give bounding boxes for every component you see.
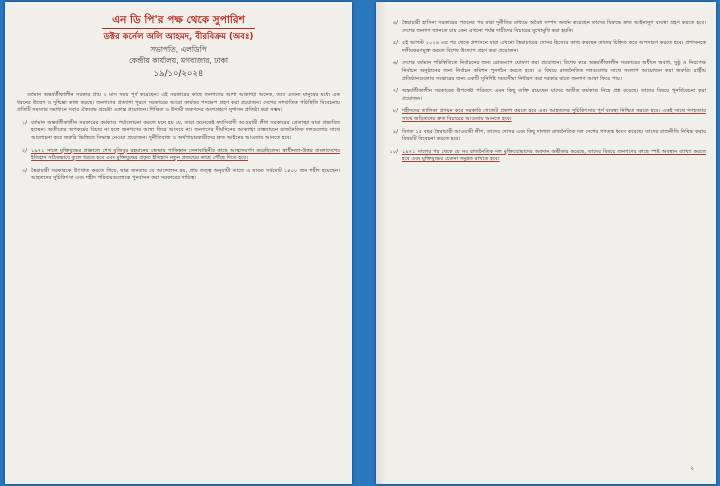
paragraph-number: ৩/ <box>21 167 27 174</box>
paragraph-number: ৫/ <box>392 40 398 47</box>
numbered-paragraph-highlighted <box>17 148 340 163</box>
paragraph-number: ৯/ <box>392 128 398 135</box>
numbered-paragraph <box>388 129 706 144</box>
page-1-body <box>5 80 352 183</box>
page-fold-shadow <box>376 2 386 484</box>
paragraph-text: ৫ই আগস্ট ২০২৪ এর পর থেকে প্রশাসনে যারা এখনো স্বৈরাচারের দোসর হিসেবে কাজ করছেন তাদের চিহ্নিত করে অপসারণ করতে হবে। প্রশাসনকে দলীয়করণমুক্ত করতে বিশেষ উদ্যোগ গ্রহণ করা প্রয়োজন। <box>402 40 706 54</box>
author-position: সভাপতি, এলডিপি <box>150 45 207 54</box>
paragraph-text: অন্তর্বর্তীকালীন সরকারের উপদেষ্টা পরিষদে এমন কিছু ব্যক্তি রয়েছেন যাদের অতীত কর্মকাণ্ড নিয়ে প্রশ্ন রয়েছে। তাদের বিষয়ে পুনর্বিবেচনা করা প্রয়োজন। <box>402 88 706 102</box>
paragraph-text: স্বৈরাচারী সরকারকে উৎখাত করতে গিয়ে, ছাত্র জনতার যে আন্দোলন হয়, প্রায় তত্ত্ব অনুযায়ী তাতে এ যাবত সর্বমোট ১৪০০ জন শহীদ হয়েছেন। আহতদের সুচিকিৎসা এবং শহীদ পরিবারগুলোকে পুনর্বাসন করা সরকারের দায়িত্ব। <box>31 167 340 182</box>
paragraph-number: ১/ <box>21 119 27 126</box>
paragraph-number: ৪/ <box>392 20 398 26</box>
intro-paragraph: বর্তমান অন্তর্বর্তীকালীন সরকার প্রায় ২ মাস সময় পূর্ণ করেছেন। এই সরকারের কাছে জনগণের আশা আকাঙ্খা অনেক, তবে এজন্য মানুষের মধ্যে এক ধরনের উদ্বেগ ও দুশ্চিন্তা কাজ করছে। জনগণের প্রত্যাশা পূরণে সরকারের আরো কার্যকর পদক্ষেপ গ্রহণ করা প্রয়োজন। দেশের সাম্প্রতিক পরিস্থিতি বিবেচনায় প্রতিটি সমস্যার সমাধানে সবার ঐক্যবদ্ধ প্রচেষ্টা একান্ত প্রয়োজন। শিক্ষিত ও উদ্যমী তরুণদের অংশগ্রহণে সুশাসন প্রতিষ্ঠা করা সম্ভব। <box>17 92 340 114</box>
paragraph-text: ১৯৭১ সালে মুক্তিযুদ্ধের প্রাক্কালে শেখ মুজিবুর রহমানের স্বেচ্ছায় পাকিস্তান সেনাবাহিনীর কাছে আত্মসমর্পণ করেছিলেন। স্বাধীনতা-উত্তর বাংলাদেশের ইতিহাস সঠিকভাবে তুলে ধরতে হবে এবং মুক্তিযুদ্ধের প্রকৃত ইতিহাস নতুন প্রজন্মের কাছে পৌঁছে দিতে হবে। <box>31 147 340 162</box>
document-title: এন ডি পি'র পক্ষ থেকে সুপারিশ <box>102 14 255 29</box>
document-date: ১৯/১০/২০২৪ <box>153 69 204 79</box>
numbered-paragraph-highlighted <box>388 149 706 164</box>
author-name: ডক্টর কর্নেল অলি আহমদ, বীরবিক্রম (অবঃ) <box>103 32 254 42</box>
paragraph-text: শহীদদের তালিকা প্রণয়ন করে সরকারি গেজেট প্রকাশ করতে হবে এবং আহতদের সুচিকিৎসার পূর্ণ ব্যবস্থা নিশ্চিত করতে হবে। একই সাথে গণহত্যার সাথে জড়িতদের দ্রুত বিচারের আওতায় আনতে হবে। <box>402 108 706 122</box>
numbered-paragraph <box>388 60 706 83</box>
page-2-body <box>376 2 716 164</box>
paragraph-text: দেশের বর্তমান পরিস্থিতিতে নির্বাচনের জন্য রোডম্যাপ ঘোষণা করা প্রয়োজন। বিশেষ করে অন্তর্বর্তীকালীন সরকারের অধীনে অবাধ, সুষ্ঠু ও নিরপেক্ষ নির্বাচন অনুষ্ঠানের জন্য নির্বাচন কমিশন পুনর্গঠন করতে হবে। এ বিষয়ে রাজনৈতিক দলগুলোর সাথে সংলাপ আয়োজন করা জরুরি। রাষ্ট্রীয় প্রতিষ্ঠানগুলোর সংস্কারের জন্য একটি সুনির্দিষ্ট সময়সীমা নির্ধারণ করা দরকার যাতে জনগণ আস্থা ফিরে পায়। <box>402 60 706 82</box>
numbered-paragraph <box>388 20 706 35</box>
office-address: কেন্দ্রীয় কার্যালয়, মগবাজার, ঢাকা <box>128 56 229 65</box>
paragraph-text: ১৯৭১ সালের পর থেকে যে সব রাজনৈতিক দল মুক্তিযোদ্ধাদের অবদান অস্বীকার করেছে, তাদের বিষয়ে জনগণের কাছে স্পষ্ট অবস্থান ব্যাখ্যা করতে হবে এবং মুক্তিযুদ্ধের চেতনা সমুন্নত রাখতে হবে। <box>402 148 706 163</box>
paragraph-text: স্বৈরাচারী হাসিনা সরকারের পতনের পর যারা দুর্নীতির মাধ্যমে অবৈধ সম্পদ অর্জন করেছেন তাদের বিরুদ্ধে দ্রুত আইনানুগ ব্যবস্থা গ্রহণ করতে হবে। দেশের জনগণ জানতে চায় কেন এখনো পর্যন্ত দায়ীদের বিচারের মুখোমুখি করা হয়নি। <box>402 20 706 34</box>
paragraph-number: ১০/ <box>389 148 398 155</box>
paragraph-number: ৮/ <box>392 108 398 115</box>
paragraph-text: বিগত ১৫ বছর স্বৈরাচারী আওয়ামী লীগ, তাদের দোসর এবং কিছু দালাল রাজনৈতিক দল দেশের গণতন্ত্র ধ্বংস করেছে। তাদের রাজনীতি নিষিদ্ধ করার বিষয়টি বিবেচনা করতে হবে। <box>402 128 706 143</box>
numbered-paragraph-highlighted <box>388 108 706 123</box>
document-page-2 <box>376 2 716 484</box>
numbered-paragraph <box>17 120 340 143</box>
paragraph-number: ২/ <box>21 147 27 154</box>
numbered-paragraph <box>17 168 340 183</box>
paragraph-text: বর্তমান অন্তর্বর্তীকালীন সরকারের কর্মকাণ্ড পর্যালোচনা করলে মনে হয় যে, তারা অনেকেই ফ্যাসিবাদী আওয়ামী লীগ সরকারের প্রেতাত্মা দ্বারা প্রভাবিত হচ্ছেন। অতীতের অপকর্মের বিচার না হলে জনগণের আস্থা ফিরে আসবে না। জনগণের দীর্ঘদিনের আকাঙ্খা বাস্তবায়নে রাজনৈতিক দলগুলোর সাথে আলোচনা করে জরুরি ভিত্তিতে সিদ্ধান্ত নেওয়া প্রয়োজন। দুর্নীতিবাজ ও অর্থপাচারকারীদের দ্রুত আইনের আওতায় আনতে হবে। <box>31 119 340 141</box>
numbered-paragraph <box>388 88 706 103</box>
paragraph-number: ৭/ <box>392 88 398 95</box>
document-page-1 <box>5 2 352 484</box>
letterhead <box>5 2 352 80</box>
numbered-paragraph <box>388 40 706 55</box>
paragraph-number: ৬/ <box>392 60 398 67</box>
page-number: ২ <box>690 465 694 472</box>
